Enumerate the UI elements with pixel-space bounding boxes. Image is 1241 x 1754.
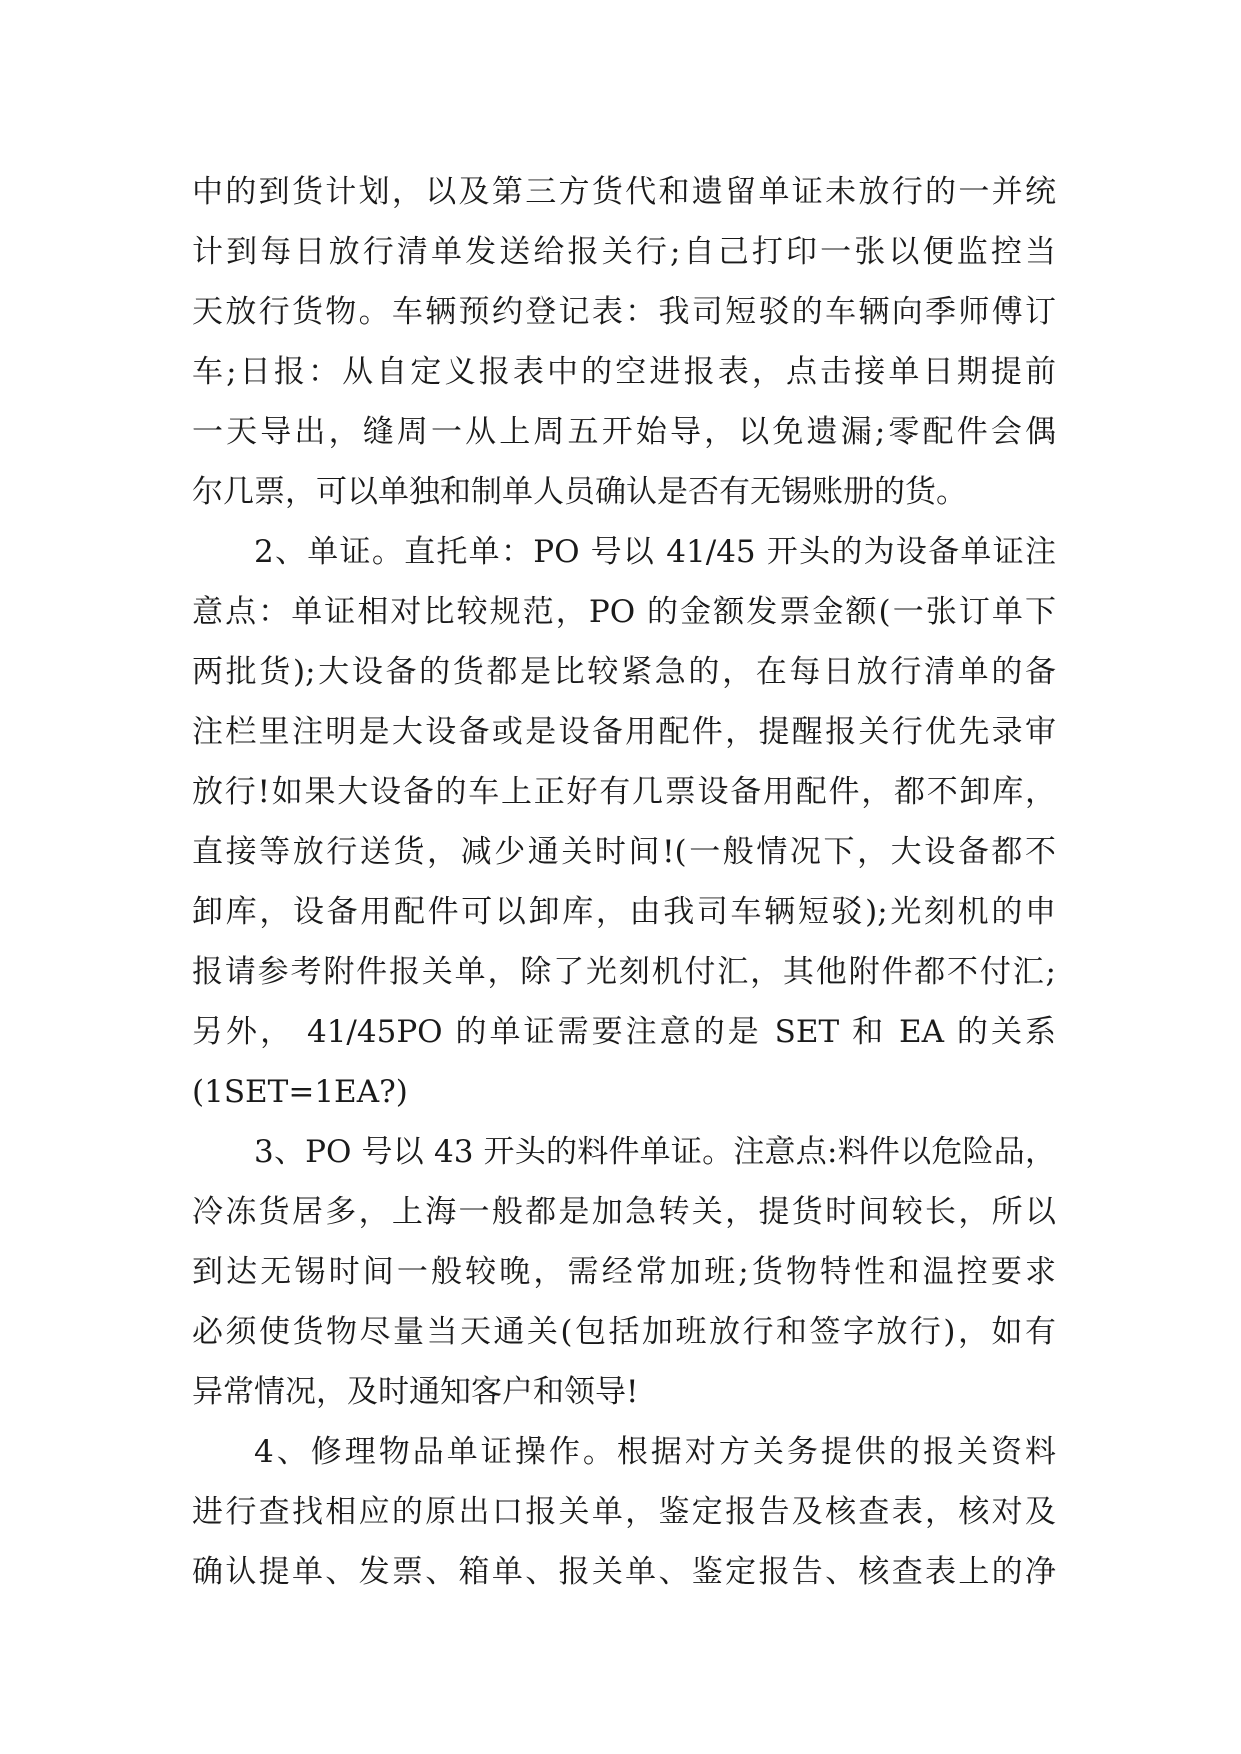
text-line: 卸库，设备用配件可以卸库，由我司车辆短驳);光刻机的申 [192,894,1056,930]
text-line: 到达无锡时间一般较晚，需经常加班;货物特性和温控要求 [192,1254,1056,1290]
paragraph-start-line: 2、单证。直托单：PO 号以 41/45 开头的为设备单证注 [254,534,1056,570]
text-line: 冷冻货居多，上海一般都是加急转关，提货时间较长，所以 [192,1194,1056,1230]
text-line: 车;日报：从自定义报表中的空进报表，点击接单日期提前 [192,354,1056,390]
text-line: 进行查找相应的原出口报关单，鉴定报告及核查表，核对及 [192,1494,1056,1530]
text-line: 异常情况，及时通知客户和领导! [192,1374,639,1410]
text-line: 天放行货物。车辆预约登记表：我司短驳的车辆向季师傅订 [192,294,1056,330]
text-line: 注栏里注明是大设备或是设备用配件，提醒报关行优先录审 [192,714,1056,750]
text-line: 计到每日放行清单发送给报关行;自己打印一张以便监控当 [192,234,1056,270]
paragraph-start-line: 3、PO 号以 43 开头的料件单证。注意点:料件以危险品， [254,1134,1056,1170]
text-line: 确认提单、发票、箱单、报关单、鉴定报告、核查表上的净 [192,1554,1056,1590]
text-line: 必须使货物尽量当天通关(包括加班放行和签字放行)，如有 [192,1314,1056,1350]
text-line: 一天导出，缝周一从上周五开始导，以免遗漏;零配件会偶 [192,414,1056,450]
text-line: 尔几票，可以单独和制单人员确认是否有无锡账册的货。 [192,474,967,510]
document-body [192,162,1056,1602]
text-line: (1SET=1EA?) [192,1074,408,1110]
paragraph-start-line: 4、修理物品单证操作。根据对方关务提供的报关资料 [254,1434,1056,1470]
text-line: 另外， 41/45PO 的单证需要注意的是 SET 和 EA 的关系 [192,1014,1056,1050]
text-line: 中的到货计划，以及第三方货代和遗留单证未放行的一并统 [192,174,1056,210]
text-line: 直接等放行送货，减少通关时间!(一般情况下，大设备都不 [192,834,1056,870]
text-line: 两批货);大设备的货都是比较紧急的，在每日放行清单的备 [192,654,1056,690]
text-line: 放行!如果大设备的车上正好有几票设备用配件，都不卸库， [192,774,1056,810]
text-line: 报请参考附件报关单，除了光刻机付汇，其他附件都不付汇; [192,954,1056,990]
text-line: 意点：单证相对比较规范，PO 的金额发票金额(一张订单下 [192,594,1056,630]
